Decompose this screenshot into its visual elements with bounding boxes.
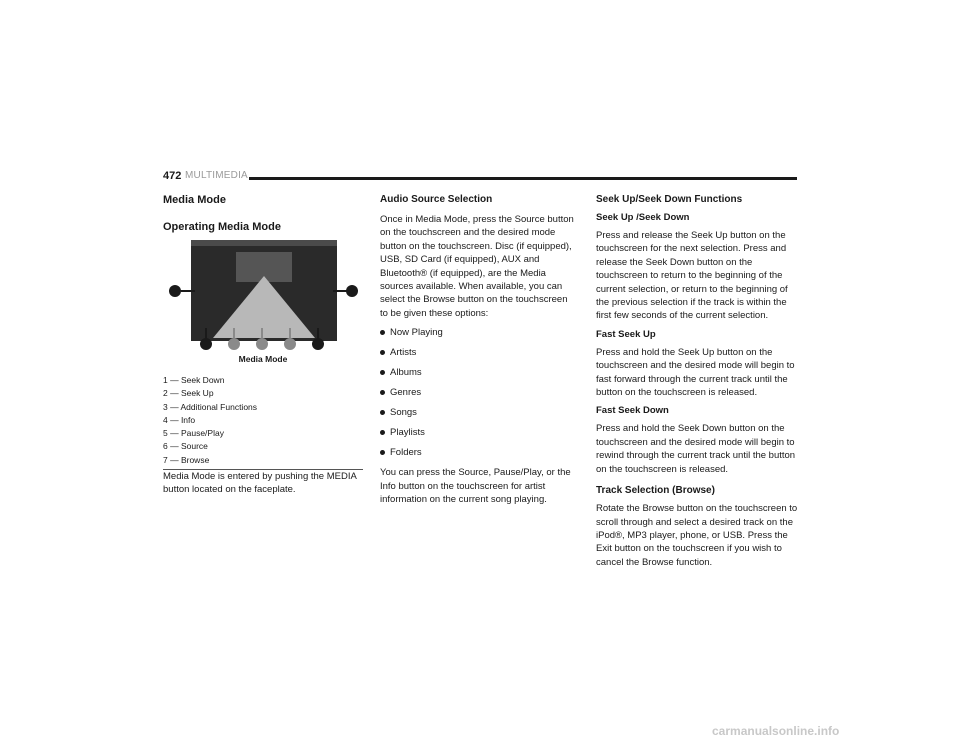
visualizer-shape xyxy=(213,276,315,338)
callout-1-icon xyxy=(200,338,212,350)
legend-item: 3 — Additional Functions xyxy=(163,401,258,412)
callout-5-line xyxy=(317,328,319,338)
page-number: 472 xyxy=(163,170,182,182)
legend-item: 2 — Seek Up xyxy=(163,388,214,399)
page-header xyxy=(163,170,797,188)
callout-2-line xyxy=(233,328,235,338)
screen-status-bar xyxy=(191,240,337,246)
seek-paragraph: Press and release the Seek Up button on the touchscreen for the next selection. Press and release the Seek Down button on the touchscreen to return to the beginning of the current selection, or return to the beginning of the previous selection if the track is within the first few seconds of the current selection. xyxy=(596,230,788,322)
callout-3-icon xyxy=(256,338,268,350)
media-mode-paragraph: Media Mode is entered by pushing the MEDIA button located on the faceplate. xyxy=(163,471,357,496)
list-item: Artists xyxy=(380,346,578,359)
section-title: Media Mode xyxy=(163,194,226,206)
track-selection-heading: Track Selection (Browse) xyxy=(596,485,715,497)
figure-legend xyxy=(163,374,363,470)
callout-4-line xyxy=(289,328,291,338)
column-right xyxy=(596,193,798,575)
fast-seek-down-heading: Fast Seek Down xyxy=(596,405,669,417)
legend-item: 5 — Pause/Play xyxy=(163,428,224,439)
callout-2-icon xyxy=(228,338,240,350)
info-paragraph: You can press the Source, Pause/Play, or the Info button on the touchscreen for artist information on the current song playing. xyxy=(380,467,571,506)
callout-6-line xyxy=(181,290,195,292)
fast-seek-up-heading: Fast Seek Up xyxy=(596,328,656,340)
seek-heading: Seek Up/Seek Down Functions xyxy=(596,194,743,205)
callout-7-line xyxy=(333,290,347,292)
track-selection-paragraph: Rotate the Browse button on the touchscreen to scroll through and select a desired track on the iPod®, MP3 player, phone, or USB. Press the Exit button on the touchscreen if you wish to cancel the Browse function. xyxy=(596,503,798,568)
legend-item: 1 — Seek Down xyxy=(163,375,225,385)
fast-seek-down-paragraph: Press and hold the Seek Down button on the touchscreen and the desired mode will begin to rewind through the current track until the button on the touchscreen is released. xyxy=(596,423,796,475)
header-rule xyxy=(249,177,797,180)
list-item: Genres xyxy=(380,386,578,399)
list-item: Now Playing xyxy=(380,326,578,339)
callout-5-icon xyxy=(312,338,324,350)
audio-source-heading: Audio Source Selection xyxy=(380,194,493,205)
legend-item: 6 — Source xyxy=(163,441,208,452)
browse-options-list xyxy=(380,326,578,459)
column-middle xyxy=(380,193,578,512)
list-item: Albums xyxy=(380,366,578,379)
legend-item: 7 — Browse xyxy=(163,454,210,465)
audio-source-paragraph: Once in Media Mode, press the Source button on the touchscreen and the desired mode button on the touchscreen. Disc (if equipped), USB, SD Card (if equipped), AUX and Bluetooth® (if equipped), are the Media sources available. When available, you can select the Browse button on the touchscreen to be given these options: xyxy=(380,214,574,319)
legend-item: 4 — Info xyxy=(163,414,196,425)
column-left xyxy=(163,193,363,503)
seek-subheading: Seek Up /Seek Down xyxy=(596,212,690,223)
media-mode-figure xyxy=(163,240,363,368)
list-item: Playlists xyxy=(380,426,578,439)
figure-caption: Media Mode xyxy=(238,354,288,364)
watermark: carmanualsonline.info xyxy=(712,724,840,738)
section-name: MULTIMEDIA xyxy=(185,170,248,181)
list-item: Folders xyxy=(380,446,578,459)
media-screen-image xyxy=(191,240,337,341)
section-subtitle: Operating Media Mode xyxy=(163,221,281,233)
callout-1-line xyxy=(205,328,207,338)
fast-seek-up-paragraph: Press and hold the Seek Up button on the touchscreen and the desired mode will begin to fast forward through the current track until the button on the touchscreen is released. xyxy=(596,346,795,399)
callout-7-icon xyxy=(346,285,358,297)
callout-3-line xyxy=(261,328,263,338)
callout-4-icon xyxy=(284,338,296,350)
list-item: Songs xyxy=(380,406,578,419)
callout-6-icon xyxy=(169,285,181,297)
